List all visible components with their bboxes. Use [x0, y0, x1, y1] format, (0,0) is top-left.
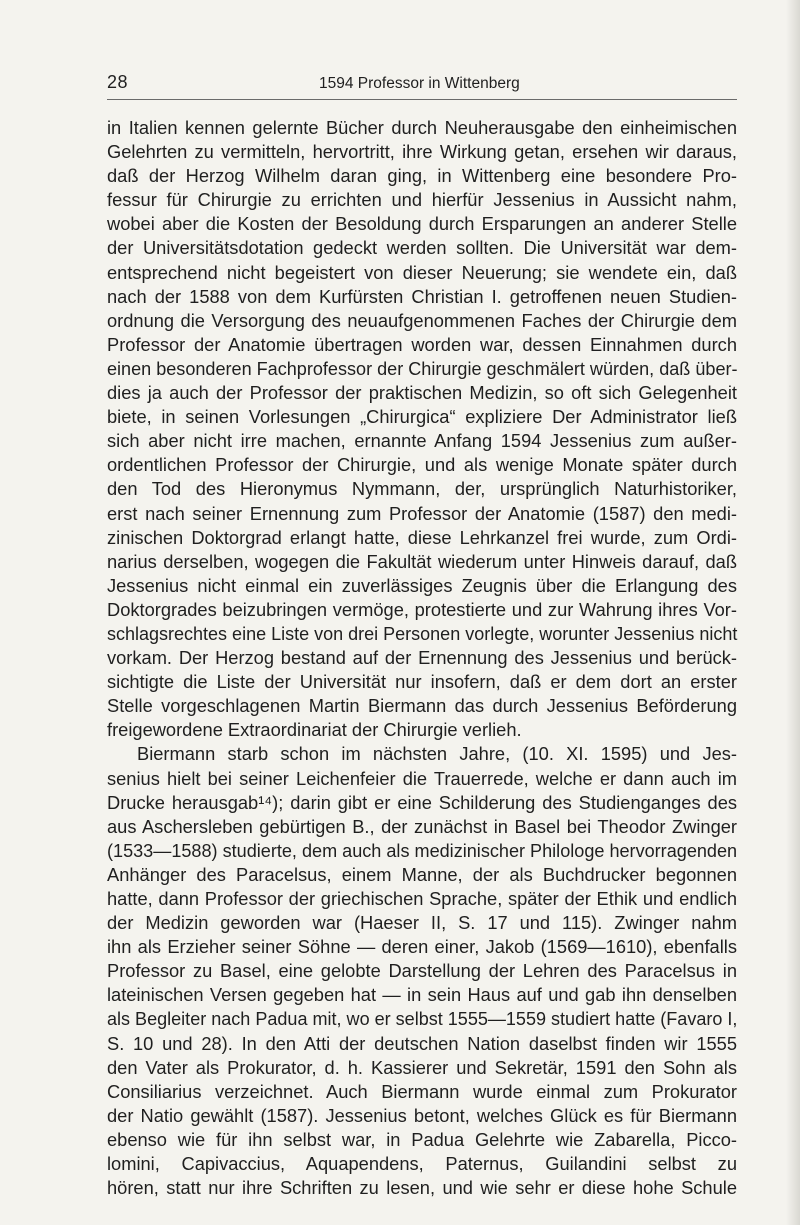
text-line: in Italien kennen gelernte Bücher durch Neuherausgabe den einheimischen	[107, 117, 737, 138]
text-line: der Medizin geworden war (Haeser II, S. 17 und 115). Zwinger nahm	[107, 912, 737, 934]
footnote-ref-line: Drucke herausgab¹⁴); darin gibt er eine Schilderung des Studienganges des	[107, 791, 737, 813]
text-line: sichtigte die Liste der Universität nur insofern, daß er dem dort an erster	[107, 671, 737, 693]
text-line: Stelle vorgeschlagenen Martin Biermann das durch Jessenius Beförderung	[107, 695, 737, 717]
text-line: als Begleiter nach Padua mit, wo er selbst 1555—1559 studiert hatte (Favaro I,	[107, 1009, 738, 1030]
text-line: aus Aschersleben gebürtigen B., der zunächst in Basel bei Theodor Zwinger	[107, 815, 737, 837]
text-line: Professor zu Basel, eine gelobte Darstellung der Lehren des Paracelsus in	[107, 960, 737, 982]
running-title: 1594 Professor in Wittenberg	[319, 75, 520, 92]
text-line: Doktorgrades beizubringen vermöge, protestierte und zur Wahrung ihres Vor-	[107, 598, 737, 620]
text-line: Consiliarius verzeichnet. Auch Biermann wurde einmal zum Prokurator	[107, 1080, 737, 1102]
text-line: senius hielt bei seiner Leichenfeier die Trauerrede, welche er dann auch im	[107, 767, 737, 789]
text-line: sich aber nicht irre machen, ernannte Anfang 1594 Jessenius zum außer-	[107, 430, 737, 452]
paragraph-end-line: freigewordene Extraordinariat der Chirurgie verlieh.	[107, 719, 522, 741]
text-line: narius derselben, wogegen die Fakultät wiederum unter Hinweis darauf, daß	[107, 550, 737, 572]
text-line: hören, statt nur ihre Schriften zu lesen, und wie sehr er diese hohe Schule	[107, 1177, 737, 1199]
text-line: fessur für Chirurgie zu errichten und hierfür Jessenius in Aussicht nahm,	[107, 189, 737, 211]
text-line: wobei aber die Kosten der Besoldung durch Ersparungen an anderer Stelle	[107, 213, 737, 235]
text-line: Professor der Anatomie übertragen worden war, dessen Einnahmen durch	[107, 333, 737, 355]
text-line: daß der Herzog Wilhelm daran ging, in Wittenberg eine besondere Pro-	[107, 165, 737, 187]
page-header	[107, 72, 735, 98]
text-line: schlagsrechtes eine Liste von drei Personen vorlegte, worunter Jessenius nicht	[107, 623, 738, 644]
text-line: erst nach seiner Ernennung zum Professor der Anatomie (1587) den medi-	[107, 502, 737, 524]
text-line: einen besonderen Fachprofessor der Chirurgie geschmälert würden, daß über-	[107, 358, 738, 379]
text-line: den Vater als Prokurator, d. h. Kassierer und Sekretär, 1591 den Sohn als	[107, 1056, 737, 1078]
text-line: ebenso wie für ihn selbst war, in Padua Gelehrte wie Zabarella, Picco-	[107, 1128, 737, 1150]
text-line: ordentlichen Professor der Chirurgie, und als wenige Monate später durch	[107, 454, 737, 476]
text-line: S. 10 und 28). In den Atti der deutschen Nation daselbst finden wir 1555	[107, 1032, 737, 1054]
text-line: lomini, Capivaccius, Aquapendens, Paternus, Guilandini selbst zu	[107, 1153, 737, 1175]
text-line: hatte, dann Professor der griechischen Sprache, später der Ethik und endlich	[107, 888, 737, 909]
text-line: entsprechend nicht begeistert von dieser Neuerung; sie wendete ein, daß	[107, 261, 737, 283]
text-line: den Tod des Hieronymus Nymmann, der, ursprünglich Naturhistoriker,	[107, 478, 737, 500]
text-line: der Natio gewählt (1587). Jessenius betont, welches Glück es für Biermann	[107, 1104, 737, 1126]
text-line: ihn als Erzieher seiner Söhne — deren einer, Jakob (1569—1610), ebenfalls	[107, 936, 737, 958]
header-rule	[107, 99, 737, 100]
page-edge-shadow	[786, 0, 800, 1225]
text-line: vorkam. Der Herzog bestand auf der Ernennung des Jessenius und berück-	[107, 647, 737, 669]
text-line: dies ja auch der Professor der praktischen Medizin, so oft sich Gelegenheit	[107, 382, 737, 404]
paragraph-start-line: Biermann starb schon im nächsten Jahre, (10. XI. 1595) und Jes-	[137, 743, 737, 765]
text-line: Jessenius nicht einmal ein zuverlässiges Zeugnis über die Erlangung des	[107, 574, 737, 596]
text-line: Gelehrten zu vermitteln, hervortritt, ihre Wirkung getan, ersehen wir daraus,	[107, 141, 737, 163]
text-line: (1533—1588) studierte, dem auch als medizinischer Philologe hervorragenden	[107, 840, 738, 861]
text-line: nach der 1588 von dem Kurfürsten Christian I. getroffenen neuen Studien-	[107, 285, 737, 307]
text-line: der Universitätsdotation gedeckt werden sollten. Die Universität war dem-	[107, 237, 737, 259]
text-line: ordnung die Versorgung des neuaufgenommenen Faches der Chirurgie dem	[107, 309, 737, 331]
text-line: zinischen Doktorgrad erlangt hatte, diese Lehrkanzel frei wurde, zum Ordi-	[107, 526, 737, 548]
text-line: Anhänger des Paracelsus, einem Manne, der als Buchdrucker begonnen	[107, 863, 737, 885]
text-line: biete, in seinen Vorlesungen „Chirurgica“ expliziere Der Administrator ließ	[107, 406, 737, 428]
text-line: lateinischen Versen gegeben hat — in sein Haus auf und gab ihn denselben	[107, 984, 737, 1006]
page-number: 28	[107, 72, 129, 92]
body-text	[107, 116, 737, 1200]
